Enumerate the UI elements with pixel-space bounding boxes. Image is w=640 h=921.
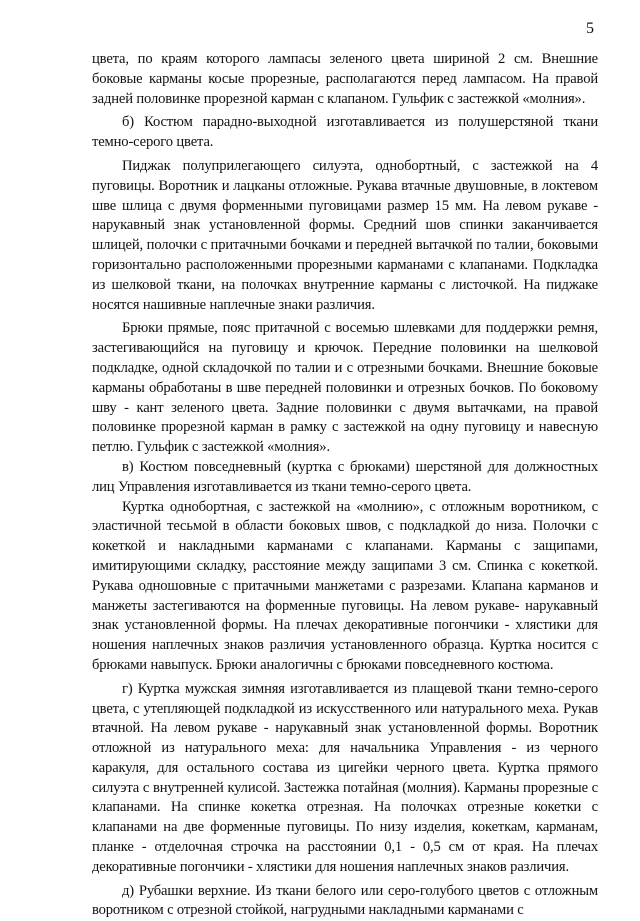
paragraph-trousers-description: Брюки прямые, пояс притачной с восемью шлевками для поддержки ремня, застегивающийся на пуговицу и крючок. Передние половинки на шелковой подкладке, одной складочкой по талии и с отрезными бочками. Внешние боковые карманы обработаны в шве передней половинки и отрезных бочков. По боковому шву - кант зеленого цвета. Задние половинки с двумя вытачками, на правой половинке прорезной карман в рамку с застежкой на одну пуговицу и навесную петлю. Гульфик с застежкой «молния». [92,320,598,456]
paragraph-everyday-suit-heading: в) Костюм повседневный (куртка с брюками) шерстяной для должностных лиц Управления изготавливается из ткани темно-серого цвета. [92,458,598,495]
paragraph-winter-jacket-description: г) Куртка мужская зимняя изготавливается из плащевой ткани темно-серого цвета, с утепляющей подкладкой из искусственного или натурального меха. Рукав втачной. На левом рукаве - нарукавный знак установленной формы. Воротник отложной из натурального меха: для начальника Управления - из черного каракуля, для остального состава из цигейки черного цвета. Куртка прямого силуэта с внутренней кулисой. Застежка потайная (молния). Карманы прорезные с клапанами. На спинке кокетка отрезная. На полочках отрезные кокетки с клапанами на две форменные пуговицы. По низу изделия, кокеткам, карманам, планке - отделочная строчка на расстоянии 0,1 - 0,5 см от края. На плечах декоративные погончики - хлястики для ношения наплечных знаков различия. [92,680,598,875]
paragraph-shirts-description: д) Рубашки верхние. Из ткани белого или серо-голубого цветов с отложным воротником с отрезной стойкой, нагрудными накладными карманами с [92,882,598,919]
document-body [92,50,598,921]
paragraph-trousers-continuation: цвета, по краям которого лампасы зеленого цвета шириной 2 см. Внешние боковые карманы косые прорезные, располагаются перед лампасом. На правой задней половинке прорезной карман с клапаном. Гульфик с застежкой «молния». [92,51,598,107]
paragraph-jacket-description: Пиджак полуприлегающего силуэта, однобортный, с застежкой на 4 пуговицы. Воротник и лацканы отложные. Рукава втачные двушовные, в локтевом шве шлица с двумя форменными пуговицами размер 15 мм. На левом рукаве - нарукавный знак установленной формы. Средний шов спинки заканчивается шлицей, полочки с притачными бочками и передней вытачкой по талии, боковыми горизонтально расположенными прорезными карманами с клапанами. Подкладка из шелковой ткани, на полочках внутренние карманы с листочкой. На пиджаке носятся нашивные наплечные знаки различия. [92,157,598,313]
page-number: 5 [586,20,594,37]
paragraph-everyday-jacket-description: Куртка однобортная, с застежкой на «молнию», с отложным воротником, с эластичной тесьмой в области боковых швов, с подкладкой до низа. Полочки с кокеткой и накладными карманами с клапанами. Карманы с защипами, имитирующими складку, расстояние между защипами 3 см. Спинка с кокеткой. Рукава одношовные с притачными манжетами с разрезами. Клапана карманов и манжеты застегиваются на форменные пуговицы. На левом рукаве- нарукавный знак установленной формы. На плечах декоративные погончики - хлястики для ношения наплечных знаков различия установленного образца. Куртка носится с брюками навыпуск. Брюки аналогичны с брюками повседневного костюма. [92,498,598,673]
paragraph-dress-suit-heading: б) Костюм парадно-выходной изготавливается из полушерстяной ткани темно-серого цвета. [92,114,598,151]
